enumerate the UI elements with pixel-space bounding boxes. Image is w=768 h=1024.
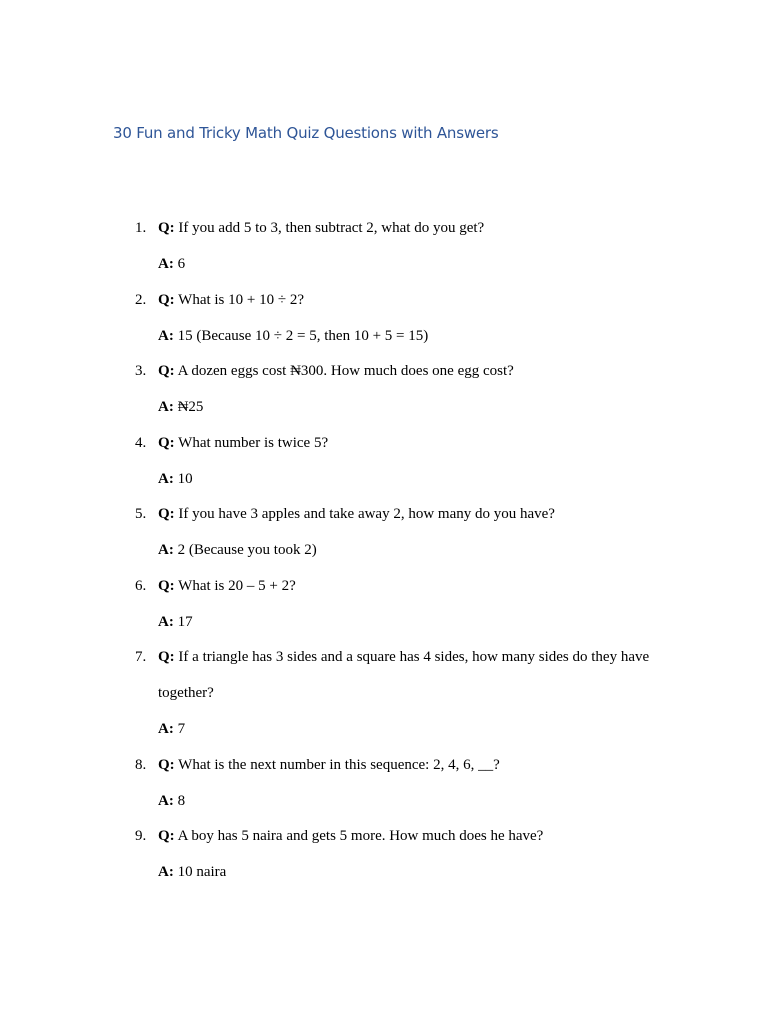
answer-text: [158, 325, 673, 347]
question-text: [158, 432, 673, 454]
answer-content: 6: [177, 256, 186, 272]
answer-text: [158, 539, 673, 561]
answer-text: [158, 861, 673, 883]
list-item: [113, 754, 673, 812]
answer-text: [158, 611, 673, 633]
answer-text: [158, 468, 673, 490]
item-number: 3.: [135, 363, 147, 379]
question-text: [158, 289, 673, 311]
question-label: Q:: [158, 291, 175, 308]
question-label: Q:: [158, 434, 175, 451]
answer-label: A:: [158, 470, 174, 487]
question-label: Q:: [158, 220, 175, 236]
answer-label: A:: [158, 327, 174, 344]
question-content: A boy has 5 naira and gets 5 more. How much does he have?: [177, 828, 544, 844]
question-content: What is 10 + 10 ÷ 2?: [178, 291, 304, 308]
item-number: 6.: [135, 577, 147, 594]
question-content: If you have 3 apples and take away 2, how many do you have?: [178, 506, 555, 522]
item-number: 4.: [135, 434, 147, 451]
question-list: [113, 217, 673, 897]
page-title: 30 Fun and Tricky Math Quiz Questions with Answers: [113, 124, 499, 142]
list-item: [113, 360, 673, 418]
answer-content: 8: [177, 792, 186, 809]
question-text: [158, 646, 673, 668]
list-item: [113, 825, 673, 883]
list-item: [113, 217, 673, 275]
question-content: What number is twice 5?: [178, 434, 329, 451]
question-content: What is 20 – 5 + 2?: [178, 577, 296, 594]
question-text: [158, 360, 673, 382]
item-number: 7.: [135, 649, 147, 665]
answer-content: 7: [177, 721, 186, 737]
list-item: [113, 289, 673, 347]
answer-label: A:: [158, 399, 174, 415]
item-number: 8.: [135, 756, 147, 773]
answer-text: [158, 253, 673, 275]
question-content: What is the next number in this sequence: 2, 4, 6, __?: [178, 756, 500, 773]
answer-label: A:: [158, 721, 174, 737]
list-item: [113, 503, 673, 561]
question-text: [158, 754, 673, 776]
answer-text: [158, 790, 673, 812]
answer-content: 10: [177, 470, 193, 487]
list-item: [113, 432, 673, 490]
answer-label: A:: [158, 542, 174, 558]
item-number: 9.: [135, 828, 147, 844]
question-content: A dozen eggs cost ₦300. How much does one egg cost?: [177, 363, 514, 379]
answer-content: 2 (Because you took 2): [177, 542, 317, 558]
question-text: [158, 825, 673, 847]
answer-label: A:: [158, 792, 174, 809]
item-number: 2.: [135, 291, 147, 308]
answer-text: [158, 396, 673, 418]
item-number: 1.: [135, 220, 147, 236]
question-label: Q:: [158, 363, 175, 379]
question-text: [158, 503, 673, 525]
item-number: 5.: [135, 506, 147, 522]
answer-text: [158, 718, 673, 740]
question-content: If you add 5 to 3, then subtract 2, what do you get?: [178, 220, 485, 236]
question-label: Q:: [158, 756, 175, 773]
list-item: [113, 646, 673, 740]
answer-content: ₦25: [177, 399, 204, 415]
answer-content: 10 naira: [177, 864, 227, 880]
question-label: Q:: [158, 828, 175, 844]
question-text-continued: together?: [158, 685, 214, 701]
answer-label: A:: [158, 864, 174, 880]
answer-content: 15 (Because 10 ÷ 2 = 5, then 10 + 5 = 15): [177, 327, 429, 344]
question-label: Q:: [158, 577, 175, 594]
answer-label: A:: [158, 256, 174, 272]
question-label: Q:: [158, 649, 175, 665]
answer-content: 17: [177, 613, 193, 630]
question-content: If a triangle has 3 sides and a square has 4 sides, how many sides do they have: [178, 649, 650, 665]
question-text: [158, 217, 673, 239]
question-label: Q:: [158, 506, 175, 522]
answer-label: A:: [158, 613, 174, 630]
question-text: [158, 575, 673, 597]
list-item: [113, 575, 673, 633]
